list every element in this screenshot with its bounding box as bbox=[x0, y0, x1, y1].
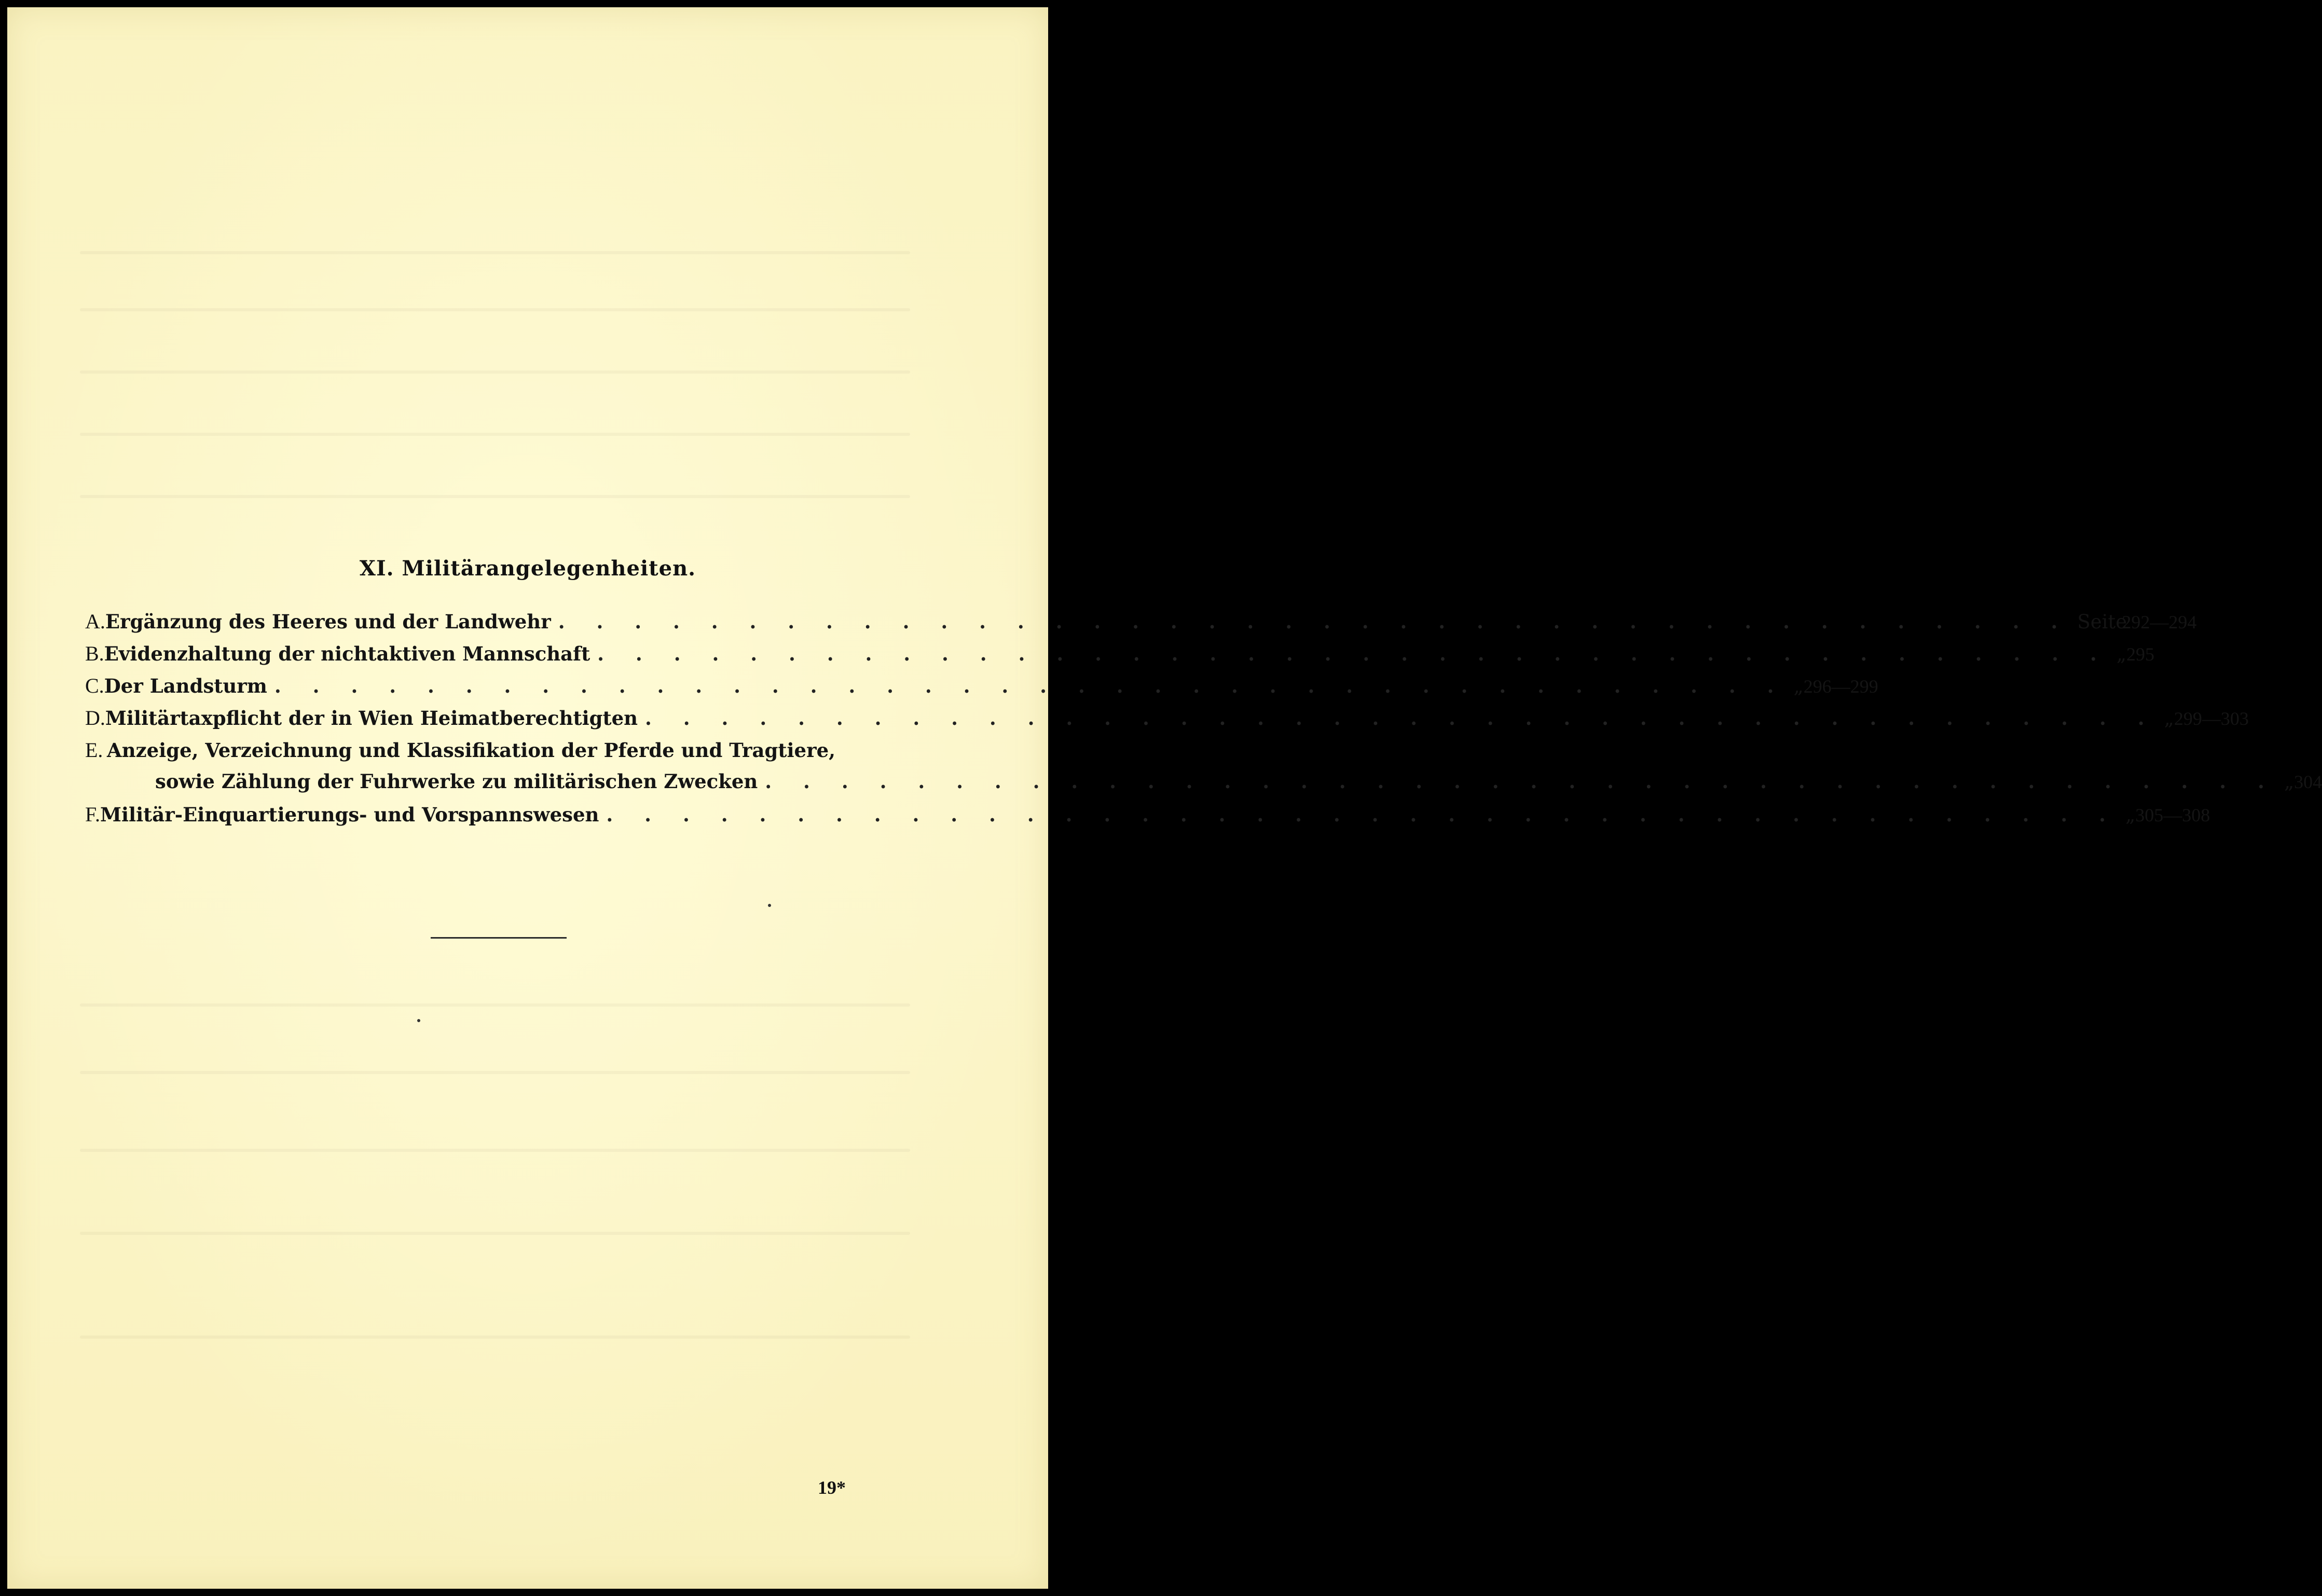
section-heading: XI. Militärangelegenheiten. bbox=[359, 556, 696, 581]
toc-letter: F. bbox=[85, 803, 101, 826]
leader-dots: . . . . . . . . . . . . . . . . . . . . . . . . . . . . . . . . . . . . . . . . bbox=[597, 642, 2109, 665]
ink-speck bbox=[768, 904, 771, 907]
table-of-contents bbox=[85, 609, 2322, 834]
toc-pages: 305—308 bbox=[2135, 805, 2210, 825]
toc-title: Militär-Einquartierungs- und Vorspannswesen bbox=[100, 803, 599, 826]
toc-letter: B. bbox=[85, 642, 104, 665]
toc-title-continued: sowie Zählung der Fuhrwerke zu militärischen Zwecken bbox=[155, 770, 758, 793]
toc-pages: 292—294 bbox=[2122, 612, 2197, 632]
bleed-through-line bbox=[80, 1232, 910, 1235]
leader-dots: . . . . . . . . . . . . . . . . . . . . . . . . . . . . . . . . . . . . . . . . bbox=[274, 675, 1787, 697]
toc-title: Ergänzung des Heeres und der Landwehr bbox=[105, 610, 551, 633]
toc-letter: C. bbox=[85, 674, 104, 697]
bleed-through-line bbox=[80, 495, 910, 498]
bleed-through-line bbox=[80, 308, 910, 311]
leader-dots: . . . . . . . . . . . . . . . . . . . . . . . . . . . . . . . . . . . . . . . . bbox=[606, 803, 2119, 826]
leader-dots: . . . . . . . . . . . . . . . . . . . . . . . . . . . . . . . . . . . . . . . . bbox=[558, 610, 2070, 633]
toc-page-prefix: „ bbox=[2284, 771, 2294, 793]
toc-page-prefix: „ bbox=[2164, 707, 2174, 730]
toc-entry-b bbox=[85, 641, 2154, 673]
bleed-through-line bbox=[80, 1336, 910, 1339]
toc-title: Evidenzhaltung der nichtaktiven Mannschaft bbox=[104, 642, 590, 665]
separator-rule bbox=[431, 937, 567, 939]
toc-page-prefix: „ bbox=[2116, 643, 2126, 665]
toc-title: Militärtaxpflicht der in Wien Heimatberechtigten bbox=[105, 707, 638, 730]
toc-letter: A. bbox=[85, 610, 105, 633]
bleed-through-line bbox=[80, 370, 910, 374]
page-number: 19* bbox=[818, 1477, 846, 1498]
toc-entry-a bbox=[85, 609, 2197, 641]
toc-title: Anzeige, Verzeichnung und Klassifikation der Pferde und Tragtiere, bbox=[107, 739, 835, 762]
toc-letter: E. bbox=[85, 738, 103, 762]
bleed-through-line bbox=[80, 1003, 910, 1007]
toc-pages: 295 bbox=[2126, 644, 2154, 665]
toc-pages: 296—299 bbox=[1803, 676, 1878, 697]
toc-entry-c bbox=[85, 673, 1878, 706]
toc-page-prefix: Seite bbox=[2077, 611, 2127, 633]
bleed-through-line bbox=[80, 433, 910, 436]
toc-entry-e-continued bbox=[85, 770, 2322, 802]
leader-dots: . . . . . . . . . . . . . . . . . . . . . . . . . . . . . . . . . . . . . . . . bbox=[765, 770, 2277, 793]
document-page bbox=[7, 7, 2322, 1589]
toc-pages: 304 bbox=[2294, 772, 2322, 792]
toc-entry-f bbox=[85, 802, 2210, 834]
toc-entry-d bbox=[85, 706, 2249, 738]
toc-page-prefix: „ bbox=[2125, 804, 2136, 826]
bleed-through-line bbox=[80, 1071, 910, 1074]
toc-page-prefix: „ bbox=[1793, 675, 1804, 697]
leader-dots: . . . . . . . . . . . . . . . . . . . . . . . . . . . . . . . . . . . . . . . . bbox=[645, 707, 2157, 730]
bleed-through-line bbox=[80, 1149, 910, 1152]
toc-pages: 299—303 bbox=[2174, 708, 2249, 729]
toc-letter: D. bbox=[85, 706, 105, 730]
toc-entry-e bbox=[85, 738, 905, 770]
toc-title: Der Landsturm bbox=[104, 675, 267, 697]
bleed-through-line bbox=[80, 251, 910, 254]
ink-speck bbox=[417, 1019, 420, 1022]
